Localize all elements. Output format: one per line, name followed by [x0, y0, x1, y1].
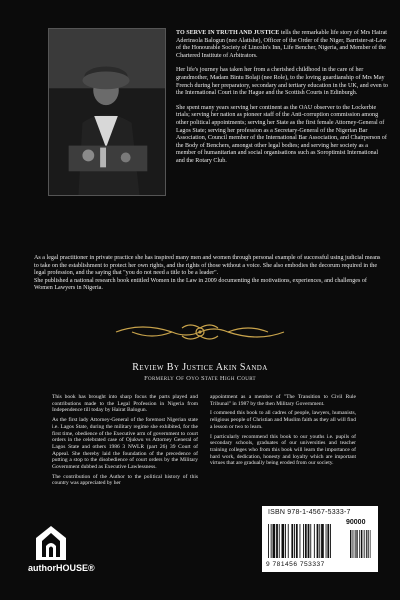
review-column-left — [52, 394, 198, 490]
price-barcode-stripe — [355, 530, 356, 558]
barcode-stripe — [319, 524, 320, 558]
price-code: 90000 — [346, 519, 366, 526]
price-barcode-stripe — [368, 530, 369, 558]
barcode-stripe — [276, 524, 278, 558]
price-barcode-stripe — [363, 530, 364, 558]
barcode-stripe — [291, 524, 293, 558]
price-barcode-stripe — [352, 530, 353, 558]
barcode-stripe — [282, 524, 285, 558]
author-bio — [176, 30, 388, 173]
review-right-paragraph-3: I particularly recommend this book to our youths i.e. pupils of secondary schools, graduates of our universities and teacher training colleges who from this book will learn the importance of hard work, dedication, honesty and loyalty which are important virtues that are gradually being eroded from our society. — [210, 433, 356, 467]
barcode-stripe — [330, 524, 331, 558]
price-barcode-stripe — [359, 530, 360, 558]
practice-text — [34, 255, 384, 293]
review-left-paragraph-2: As the first lady Attorney-General of the foremost Nigerian state i.e. Lagos State, during the military regime she exhibited, for the first time, obedience of the Executive arm of government to court orders in the celebrated case of Ojukwu vs Attorney General of Lagos State and others 1986 3 NWLR (part 26) 39 Court of Appeal. She thereby laid the foundation of the precedence of putting a stop to the disobedience of court orders by the Military Government dubbed as Executive Lawlessness. — [52, 417, 198, 471]
gold-ornament-divider — [112, 320, 288, 344]
price-barcode-stripe — [370, 530, 371, 558]
bio-paragraph-2: Her life's journey has taken her from a cherished childhood in the care of her grandmother, Madam Bintu Bolaji (nee Role), to the loving guardianship of Mrs May French during her preparatory, secondary and tertiary education in the UK, and even to the International Court in the Hague and the Scottish Courts in Edinburgh. — [176, 67, 388, 97]
barcode-stripe — [310, 524, 311, 558]
ean-number: 9 781456 753337 — [266, 561, 325, 568]
price-barcode-stripe — [357, 530, 358, 558]
review-title: Review By Justice Akin Sanda — [132, 362, 268, 373]
barcode-stripe — [303, 524, 304, 558]
barcode-stripe — [285, 524, 286, 558]
barcode-stripe — [308, 524, 310, 558]
review-left-paragraph-1: This book has brought into sharp focus the parts played and contributions made to the Legal Profession in Nigeria from Independence till today by Hairat Balogun. — [52, 394, 198, 414]
price-barcode-stripe — [354, 530, 355, 558]
barcode-stripe — [271, 524, 272, 558]
authorhouse-house-icon — [34, 524, 68, 562]
barcode-stripe — [273, 524, 276, 558]
publisher-name: authorHOUSE® — [28, 563, 95, 573]
publisher-logo — [28, 524, 95, 573]
bio-paragraph-1: TO SERVE IN TRUTH AND JUSTICE tells the remarkable life story of Mrs Hairat Aderinsola Balogun (nee Alatishe), Officer of the Order of the Niger, Barrister-at-Law of the Honourable Society of Lincoln's Inn, Life Bencher, Nigeria, and Member of the Chartered Institute of Arbitrators. — [176, 30, 387, 59]
barcode-stripe — [294, 524, 295, 558]
barcode-stripe — [305, 524, 307, 558]
barcode-stripe — [288, 524, 289, 558]
review-column-right — [210, 394, 356, 470]
research-paragraph: She published a national research book entitled Women in the Law in 2009 documenting the motivations, experiences, and challenges of Women Lawyers in Nigeria. — [34, 277, 367, 292]
barcode-stripe — [314, 524, 315, 558]
barcode-stripe — [327, 524, 329, 558]
isbn-barcode — [262, 506, 378, 572]
barcode-stripe — [321, 524, 324, 558]
price-barcode-stripe — [364, 530, 365, 558]
review-right-paragraph-1: appointment as a member of "The Transition to Civil Rule Tribunal" in 1987 by the then Military Government. — [210, 394, 356, 407]
practice-paragraph: As a legal practitioner in private practice she has inspired many men and women through personal example of successful using judicial means to take on the establishment to protect her own rights, and the rights of those without a voice. She also embodies the decorum required in the legal profession, and the saying that "you do not need a title to be a leader". — [34, 255, 381, 277]
review-subtitle: Formerly Of Oyo State High Court — [144, 375, 256, 382]
review-left-paragraph-3: The contribution of the Author to the political history of this country was appreciated by her — [52, 473, 198, 487]
isbn-number: ISBN 978-1-4567-5333-7 — [268, 509, 351, 516]
book-title: TO SERVE IN TRUTH AND JUSTICE — [176, 30, 280, 36]
barcode-stripe — [326, 524, 327, 558]
review-right-paragraph-2: I commend this book to all cadres of people, lawyers, humanists, religious people of Christian and Muslim faith as they all will find a lesson or two to learn. — [210, 410, 356, 430]
price-barcode-stripe — [366, 530, 367, 558]
price-barcode-stripe — [361, 530, 362, 558]
barcode-stripe — [317, 524, 319, 558]
price-barcode-stripe — [350, 530, 351, 558]
barcode-stripe — [268, 524, 269, 558]
barcode-stripe — [300, 524, 301, 558]
author-photo — [48, 28, 166, 196]
barcode-stripe — [279, 524, 280, 558]
bio-paragraph-3: She spent many years serving her continent as the OAU observer to the Lockerbie trials; serving her nation as pioneer staff of the Anti-corruption commission among other political appointments; serving her State as the first female Attorney-General of Lagos State; serving her profession as a Secretary-General of the Nigerian Bar Association, Council member of the International Bar Association, and Chairperson of the Body of Benchers, amongst other legal bodies; and serving her society as a member of humanitarian and social organisations such as Soroptimist International and the Rotary Club. — [176, 104, 387, 164]
barcode-stripe — [296, 524, 298, 558]
